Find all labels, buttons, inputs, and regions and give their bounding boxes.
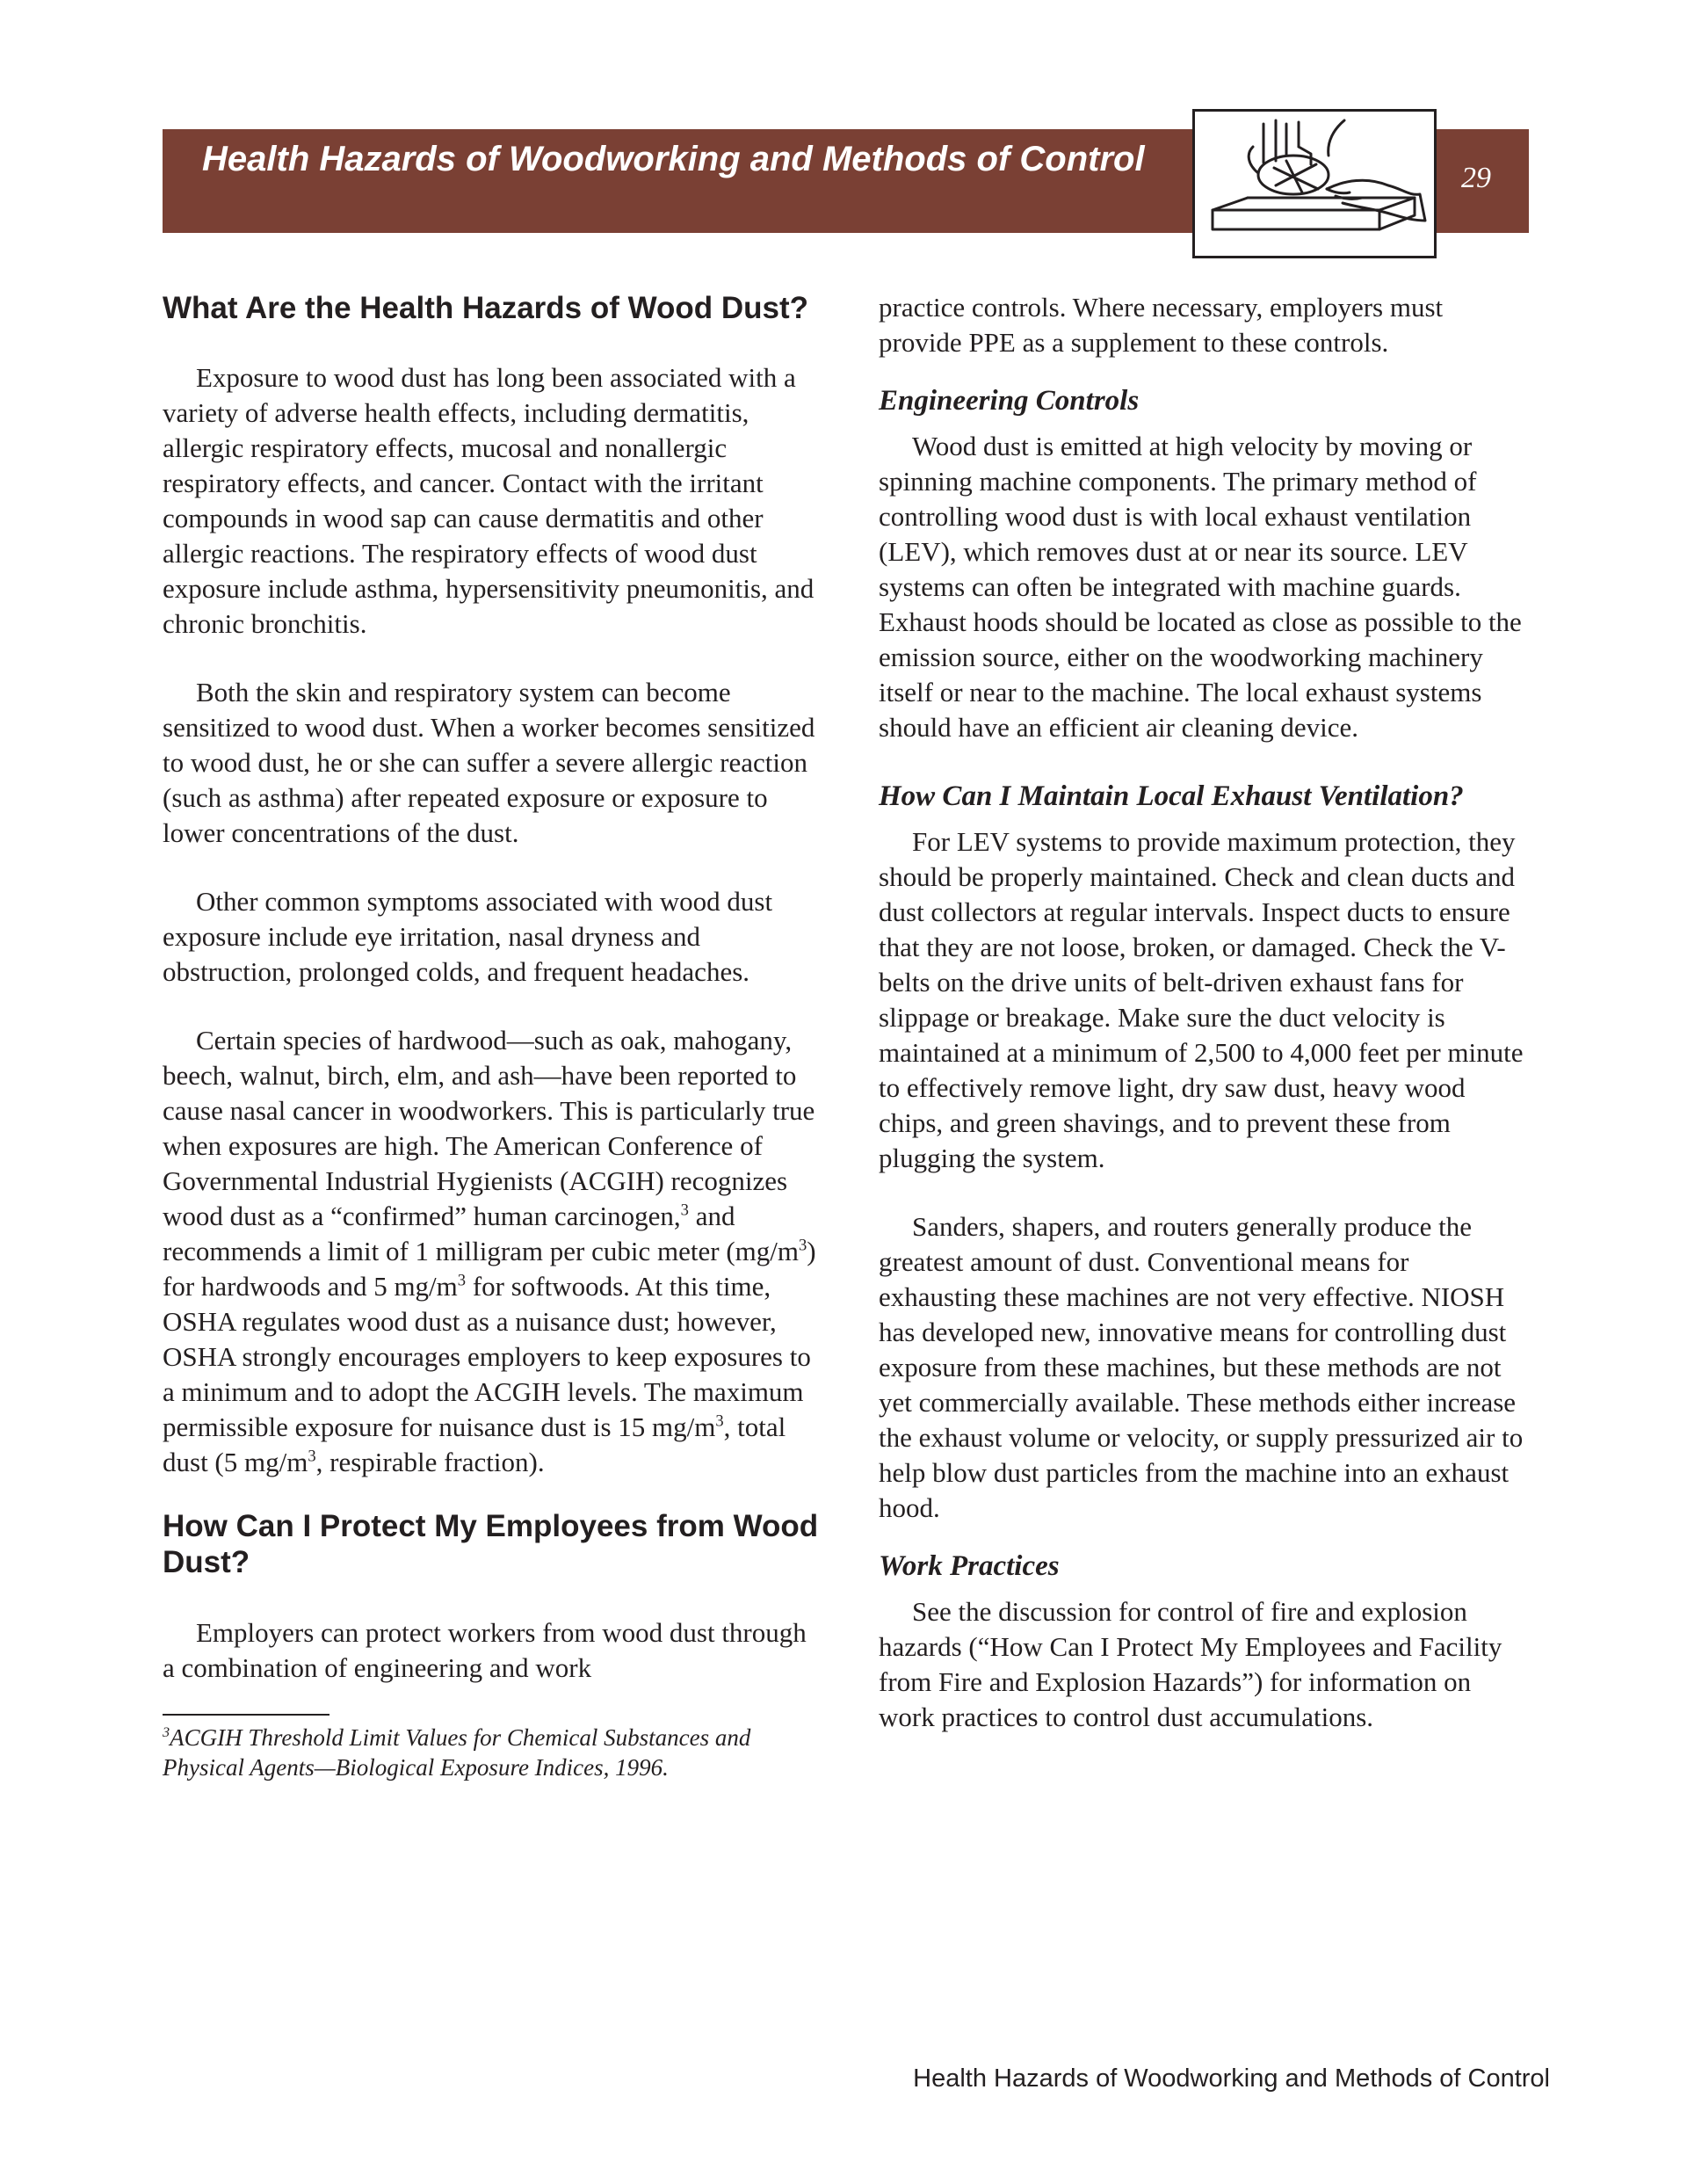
- superscript: 3: [799, 1236, 807, 1255]
- text-segment: and recommends a limit of 1 milligram per cubic meter (mg/m: [163, 1201, 799, 1266]
- paragraph-employer-protection: Employers can protect workers from wood dust through a combination of engineering and work: [163, 1617, 807, 1683]
- superscript: 3: [715, 1411, 724, 1431]
- subheading-maintain-lev: How Can I Maintain Local Exhaust Ventilation?: [879, 780, 1464, 812]
- superscript: 3: [308, 1447, 316, 1466]
- page-number: 29: [1461, 162, 1491, 194]
- paragraph-other-symptoms: Other common symptoms associated with wood dust exposure include eye irritation, nasal dryness and obstruction, prolonged colds, and frequent headaches.: [163, 886, 773, 987]
- text-segment: , respirable fraction).: [315, 1447, 545, 1477]
- text-segment: Certain species of hardwood—such as oak, mahogany, beech, walnut, birch, elm, and ash—have been reported to cause nasal cancer in woodworkers. This is particularly true when exposures are high. The American Conference of Governmental Industrial Hygienists (ACGIH) recognizes wood dust as a “confirmed” human carcinogen,: [163, 1025, 815, 1231]
- text-segment: ) for hardwoods and 5 mg/m: [163, 1236, 816, 1302]
- text-segment: for softwoods. At this time, OSHA regulates wood dust as a nuisance dust; however, OSHA strongly encourages employers to keep exposures to a minimum and to adopt the ACGIH levels. The maximum permissible exposure for nuisance dust is 15 mg/m: [163, 1271, 811, 1442]
- footnote-mark: 3: [163, 1724, 170, 1740]
- running-footer: Health Hazards of Woodworking and Methods of Control: [913, 2064, 1550, 2093]
- superscript: 3: [457, 1271, 467, 1290]
- text-segment: , total dust (5 mg/m: [163, 1411, 786, 1477]
- paragraph-sanders-shapers: Sanders, shapers, and routers generally produce the greatest amount of dust. Conventional means for exhausting these machines are not very effective. NIOSH has developed new, innovative means for controlling dust exposure from these machines, but these methods are not yet commercially available. These methods either increase the exhaust volume or velocity, or supply pressurized air to help blow dust particles from the machine into an exhaust hood.: [879, 1211, 1524, 1523]
- footnote-reference: 3: [680, 1201, 689, 1220]
- subheading-work-practices: Work Practices: [879, 1550, 1060, 1582]
- footnote-text: ACGIH Threshold Limit Values for Chemical Substances and Physical Agents—Biological Exposure Indices, 1996.: [163, 1724, 751, 1781]
- left-column: [163, 290, 822, 1782]
- paragraph-hardwood-cancer: [163, 1023, 822, 1480]
- right-column: [879, 290, 1529, 1735]
- paragraph-continued: practice controls. Where necessary, employers must provide PPE as a supplement to these controls.: [879, 292, 1444, 358]
- subheading-engineering-controls: Engineering Controls: [879, 385, 1140, 417]
- paragraph-health-effects: Exposure to wood dust has long been associated with a variety of adverse health effects, including dermatitis, allergic respiratory effects, mucosal and nonallergic respiratory effects, and cancer. Contact with the irritant compounds in wood sap can cause dermatitis and other allergic reactions. The respiratory effects of wood dust exposure include asthma, hypersensitivity pneumonitis, and chronic bronchitis.: [163, 362, 815, 639]
- section-heading-health-hazards: What Are the Health Hazards of Wood Dust?: [163, 291, 809, 325]
- paragraph-lev-maintenance: For LEV systems to provide maximum protection, they should be properly maintained. Check and clean ducts and dust collectors at regular intervals. Inspect ducts to ensure that they are not loose, broken, or damaged. Check the V-belts on the drive units of belt-driven exhaust fans for slippage or breakage. Make sure the duct velocity is maintained at a minimum of 2,500 to 4,000 feet per minute to effectively remove light, dry saw dust, heavy wood chips, and green shavings, and to prevent these from plugging the system.: [879, 826, 1524, 1173]
- footnote: [163, 1723, 822, 1782]
- paragraph-sensitization: Both the skin and respiratory system can become sensitized to wood dust. When a worker becomes sensitized to wood dust, he or she can suffer a severe allergic reaction (such as asthma) after repeated exposure or exposure to lower concentrations of the dust.: [163, 677, 815, 848]
- chapter-title: Health Hazards of Woodworking and Methods of Control: [202, 140, 1145, 178]
- paragraph-work-practices: See the discussion for control of fire and explosion hazards (“How Can I Protect My Employees and Facility from Fire and Explosion Hazards”) for information on work practices to control dust accumulations.: [879, 1596, 1502, 1732]
- woodworking-machine-hand-icon: [1192, 109, 1437, 258]
- section-heading-protect-employees: How Can I Protect My Employees from Wood Dust?: [163, 1509, 819, 1579]
- paragraph-engineering-controls: Wood dust is emitted at high velocity by moving or spinning machine components. The primary method of controlling wood dust is with local exhaust ventilation (LEV), which removes dust at or near its source. LEV systems can often be integrated with machine guards. Exhaust hoods should be located as close as possible to the emission source, either on the woodworking machinery itself or near to the machine. The local exhaust systems should have an efficient air cleaning device.: [879, 431, 1522, 743]
